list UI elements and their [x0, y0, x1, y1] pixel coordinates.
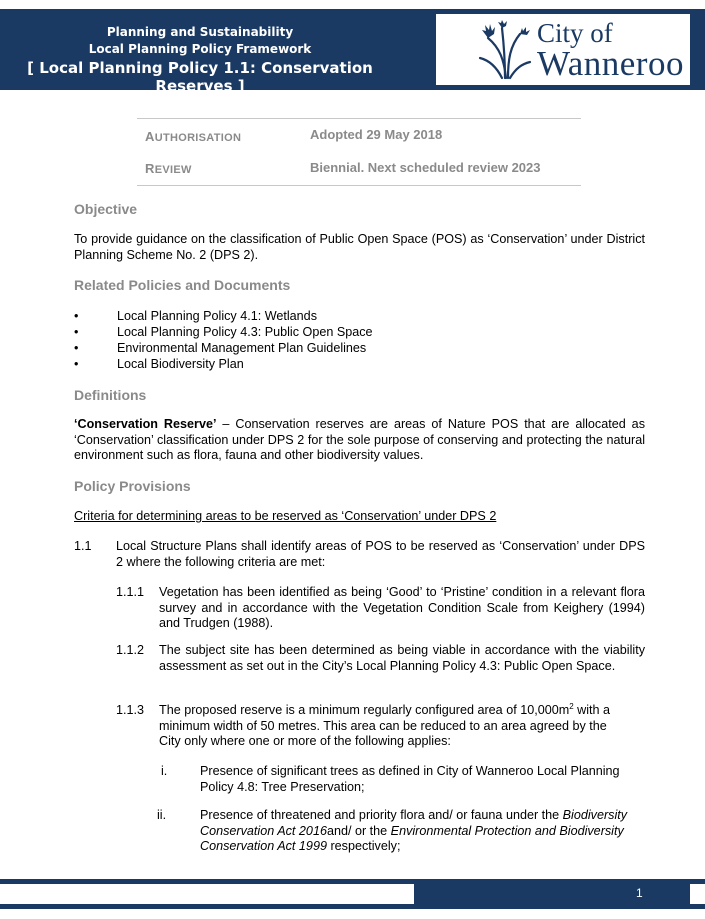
bullet-icon: • [74, 341, 79, 355]
clause-1-1-text: Local Structure Plans shall identify areas of POS to be reserved as ‘Conservation’ under DPS 2 where the following criteria are met: [116, 539, 645, 569]
header-policy-title: [ Local Planning Policy 1.1: Conservation Reserves ] [27, 59, 373, 95]
bullet-icon: • [74, 325, 79, 339]
page-header [0, 9, 705, 95]
related-item-label: Environmental Management Plan Guidelines [117, 341, 367, 355]
bullet-icon: • [74, 357, 79, 371]
review-label-rest: EVIEW [154, 164, 192, 176]
logo-city-of: City of [537, 18, 613, 48]
item-ii-act-1: Biodiversity Conservation Act 2016 [200, 808, 628, 838]
city-logo [436, 14, 690, 85]
authorisation-label-cap: A [145, 129, 155, 144]
item-ii-part-a: Presence of threatened and priority flora and/ or fauna under the [200, 808, 563, 822]
definition-conservation-reserve [74, 417, 645, 464]
review-value: Biennial. Next scheduled review 2023 [310, 160, 541, 175]
page-number: 1 [636, 886, 643, 900]
plant-logo-icon [476, 20, 532, 80]
authorisation-label-rest: UTHORISATION [154, 132, 242, 144]
clause-number: 1.1.1 [116, 585, 145, 599]
meta-divider-top [137, 118, 581, 119]
review-label [145, 161, 192, 176]
review-label-cap: R [145, 161, 155, 176]
definitions-heading: Definitions [74, 387, 147, 403]
authorisation-value: Adopted 29 May 2018 [310, 127, 443, 142]
clause-1-1-3-part-a: The proposed reserve is a minimum regularly configured area of 10,000m [159, 703, 570, 717]
superscript-2: 2 [569, 701, 574, 711]
clause-1-1-3-part-b: with a minimum width of 50 metres. This area can be reduced to an area agreed by the City only where one or more of the following applies: [159, 703, 611, 749]
item-ii-act-2: Environmental Protection and Biodiversity Conservation Act 1999 [200, 823, 624, 854]
related-item-label: Local Planning Policy 4.1: Wetlands [117, 309, 317, 323]
clause-1-1-2-text: The subject site has been determined as being viable in accordance with the viability assessment as set out in the City’s Local Planning Policy 4.3: Public Open Space. [159, 643, 645, 673]
related-item-label: Local Biodiversity Plan [117, 357, 244, 371]
item-ii-part-c: respectively; [326, 839, 401, 854]
bullet-icon: • [74, 309, 79, 323]
objective-heading: Objective [74, 201, 138, 217]
footer-white-edge [690, 884, 705, 904]
item-ii-text [200, 808, 645, 855]
footer-white-panel [0, 884, 414, 904]
related-item-label: Local Planning Policy 4.3: Public Open Space [117, 325, 373, 339]
clause-number: 1.1.3 [116, 703, 145, 717]
authorisation-label [145, 129, 241, 144]
clause-1-1-1-text: Vegetation has been identified as being ‘Good’ to ‘Pristine’ condition in a relevant flora survey and in accordance with the Vegetation Condition Scale from Keighery (1994) and Trudgen (1988). [159, 585, 645, 631]
header-framework: Local Planning Policy Framework [88, 42, 312, 56]
provisions-heading: Policy Provisions [74, 478, 191, 494]
objective-text: To provide guidance on the classification of Public Open Space (POS) as ‘Conservation’ under District Planning Scheme No. 2 (DPS 2). [74, 232, 645, 262]
definition-term: ‘Conservation Reserve’ [74, 417, 217, 431]
item-number: i. [161, 764, 168, 778]
related-heading: Related Policies and Documents [74, 277, 291, 293]
clause-1-1-3-text [159, 703, 629, 750]
criteria-heading: Criteria for determining areas to be reserved as ‘Conservation’ under DPS 2 [74, 509, 497, 523]
header-department: Planning and Sustainability [106, 25, 294, 39]
logo-wanneroo: Wanneroo [537, 44, 684, 83]
definition-text: – Conservation reserves are areas of Nature POS that are allocated as ‘Conservation’ classification under DPS 2 for the sole purpose of conserving and protecting the natural environment such as flora, fauna and other biodiversity values. [74, 417, 645, 463]
meta-divider-bottom [137, 185, 581, 186]
item-ii-part-b: and/ or the [326, 823, 391, 838]
item-i-text: Presence of significant trees as defined in City of Wanneroo Local Planning Policy 4.8: Tree Preservation; [200, 764, 620, 794]
clause-number: 1.1.2 [116, 643, 145, 657]
clause-number: 1.1 [74, 539, 92, 553]
item-number: ii. [157, 808, 167, 822]
